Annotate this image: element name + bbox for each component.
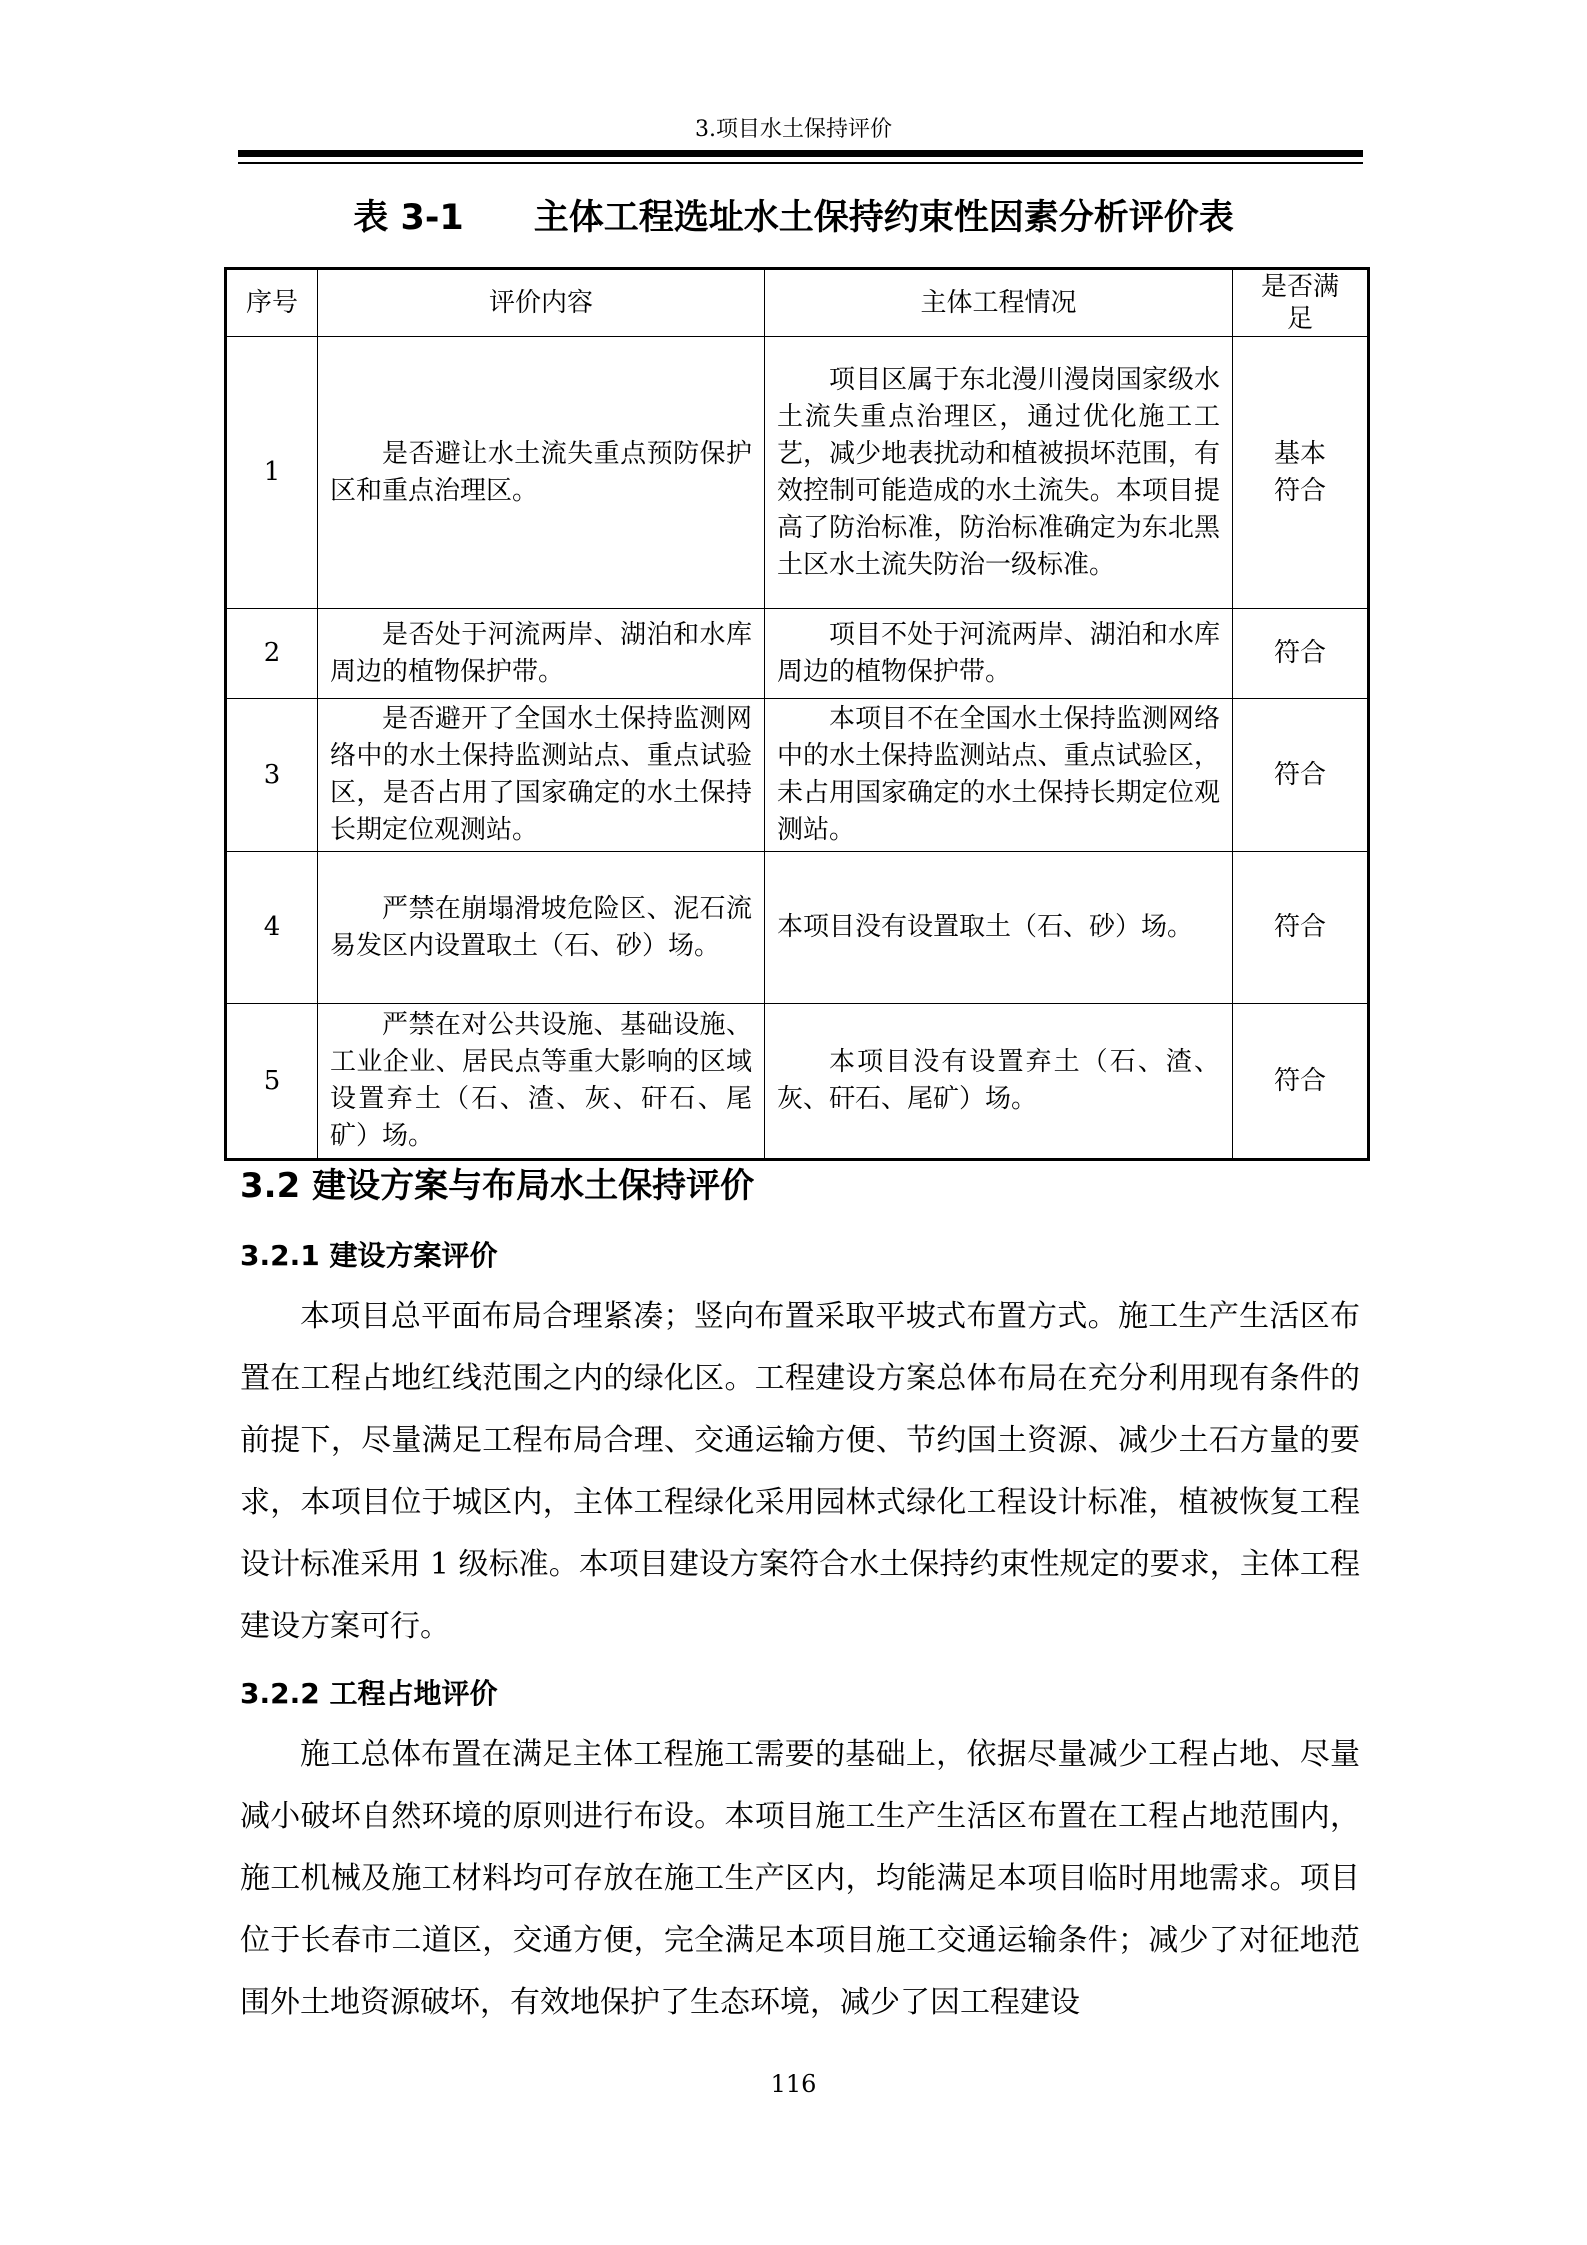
row-satisfy: 符合: [1233, 1004, 1369, 1160]
table-row: [226, 609, 1369, 699]
row-no: 3: [226, 699, 318, 852]
row-content: 严禁在崩塌滑坡危险区、泥石流易发区内设置取土（石、砂）场。: [318, 852, 765, 1004]
subsection-heading-1: 3.2.1 建设方案评价: [240, 1239, 498, 1272]
row-situation: 本项目不在全国水土保持监测网络中的水土保持监测站点、重点试验区，未占用国家确定的水土保持长期定位观测站。: [765, 699, 1233, 852]
row-situation: 项目不处于河流两岸、湖泊和水库周边的植物保护带。: [765, 609, 1233, 699]
row-content: 是否避开了全国水土保持监测网络中的水土保持监测站点、重点试验区，是否占用了国家确定的水土保持长期定位观测站。: [318, 699, 765, 852]
section-heading: 3.2 建设方案与布局水土保持评价: [240, 1166, 755, 1206]
header-rule-thick: [238, 150, 1363, 157]
page-number: 116: [770, 2070, 817, 2098]
row-content: 是否处于河流两岸、湖泊和水库周边的植物保护带。: [318, 609, 765, 699]
paragraph-1: 本项目总平面布局合理紧凑；竖向布置采取平坡式布置方式。施工生产生活区布置在工程占地红线范围之内的绿化区。工程建设方案总体布局在充分利用现有条件的前提下，尽量满足工程布局合理、交通运输方便、节约国土资源、减少土石方量的要求，本项目位于城区内，主体工程绿化采用园林式绿化工程设计标准，植被恢复工程设计标准采用 1 级标准。本项目建设方案符合水土保持约束性规定的要求，主体工程建设方案可行。: [240, 1299, 1360, 1644]
row-no: 2: [226, 609, 318, 699]
row-situation: 项目区属于东北漫川漫岗国家级水土流失重点治理区，通过优化施工工艺，减少地表扰动和植被损坏范围，有效控制可能造成的水土流失。本项目提高了防治标准，防治标准确定为东北黑土区水土流失防治一级标准。: [765, 337, 1233, 609]
table-title-text: 主体工程选址水土保持约束性因素分析评价表: [533, 198, 1234, 238]
table-number: 表 3-1: [353, 198, 464, 238]
row-situation: 本项目没有设置弃土（石、渣、灰、矸石、尾矿）场。: [765, 1004, 1233, 1160]
table-row: [226, 337, 1369, 609]
row-no: 1: [226, 337, 318, 609]
row-content: 严禁在对公共设施、基础设施、工业企业、居民点等重大影响的区域设置弃土（石、渣、灰、矸石、尾矿）场。: [318, 1004, 765, 1160]
row-satisfy: 符合: [1233, 609, 1369, 699]
row-situation: 本项目没有设置取土（石、砂）场。: [765, 852, 1233, 1004]
evaluation-table: [224, 267, 1370, 1161]
subsection-heading-2: 3.2.2 工程占地评价: [240, 1677, 498, 1710]
header-satisfy: 是否满足: [1233, 269, 1369, 337]
header-no: 序号: [226, 269, 318, 337]
row-satisfy: 基本符合: [1233, 337, 1369, 609]
paragraph-2: 施工总体布置在满足主体工程施工需要的基础上，依据尽量减少工程占地、尽量减小破坏自然环境的原则进行布设。本项目施工生产生活区布置在工程占地范围内，施工机械及施工材料均可存放在施工生产区内，均能满足本项目临时用地需求。项目位于长春市二道区，交通方便，完全满足本项目施工交通运输条件；减少了对征地范围外土地资源破坏，有效地保护了生态环境，减少了因工程建设: [240, 1737, 1360, 2020]
table-row: [226, 852, 1369, 1004]
row-satisfy: 符合: [1233, 699, 1369, 852]
running-header: 3.项目水土保持评价: [695, 117, 892, 142]
table-title: [0, 190, 1587, 240]
header-situation: 主体工程情况: [765, 269, 1233, 337]
row-no: 4: [226, 852, 318, 1004]
table-row: [226, 699, 1369, 852]
row-no: 5: [226, 1004, 318, 1160]
table-header-row: [226, 269, 1369, 337]
row-content: 是否避让水土流失重点预防保护区和重点治理区。: [318, 337, 765, 609]
row-satisfy: 符合: [1233, 852, 1369, 1004]
header-rule-thin: [238, 162, 1363, 164]
table-row: [226, 1004, 1369, 1160]
header-content: 评价内容: [318, 269, 765, 337]
